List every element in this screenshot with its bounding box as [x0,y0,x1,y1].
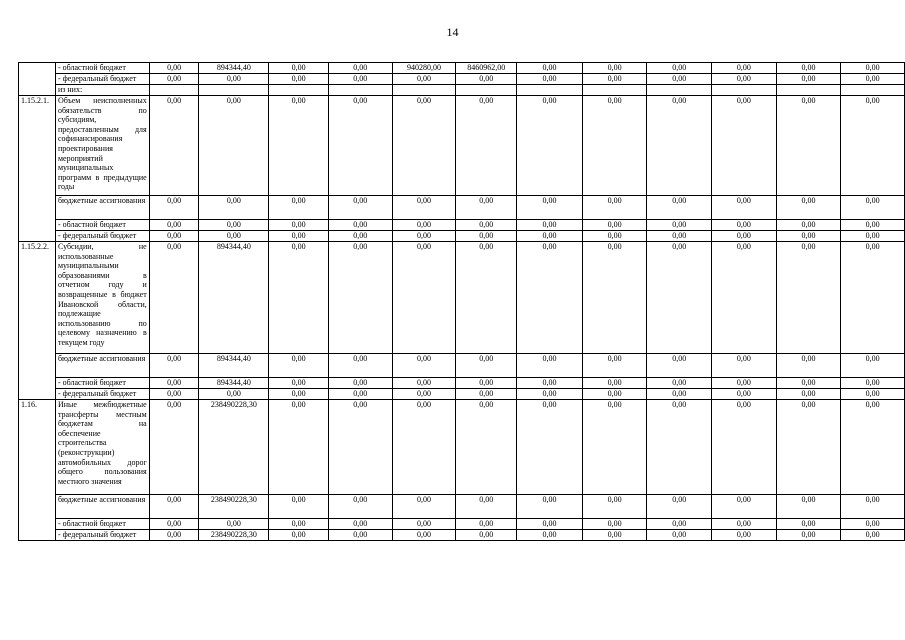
value-cell: 0,00 [456,519,517,530]
table-row [19,530,905,541]
value-cell: 0,00 [392,74,456,85]
value-cell: 0,00 [841,231,905,242]
value-cell [456,85,517,96]
value-cell: 0,00 [328,74,392,85]
value-cell: 940280,00 [392,63,456,74]
value-cell: 0,00 [269,519,329,530]
row-code [19,220,56,231]
value-cell: 0,00 [456,354,517,378]
table-body [19,63,905,541]
value-cell [199,85,269,96]
row-code [19,231,56,242]
value-cell: 0,00 [149,196,199,220]
value-cell: 0,00 [647,530,712,541]
row-code [19,354,56,378]
value-cell: 0,00 [517,530,583,541]
value-cell: 0,00 [392,400,456,495]
row-code [19,378,56,389]
value-cell: 0,00 [517,220,583,231]
value-cell: 0,00 [712,400,777,495]
value-cell: 0,00 [269,495,329,519]
value-cell: 0,00 [149,495,199,519]
row-name: - федеральный бюджет [55,530,149,541]
value-cell: 0,00 [582,389,647,400]
value-cell: 0,00 [712,530,777,541]
table-row [19,231,905,242]
value-cell: 0,00 [647,378,712,389]
value-cell: 0,00 [328,196,392,220]
table-row [19,389,905,400]
row-name: бюджетные ассигнования [55,354,149,378]
value-cell: 0,00 [582,354,647,378]
value-cell: 0,00 [328,400,392,495]
value-cell: 0,00 [328,354,392,378]
value-cell: 0,00 [269,63,329,74]
row-code: 1.15.2.2. [19,242,56,354]
table-row [19,96,905,196]
value-cell: 0,00 [582,519,647,530]
value-cell: 894344,40 [199,354,269,378]
value-cell: 0,00 [199,519,269,530]
value-cell: 0,00 [647,242,712,354]
row-code: 1.16. [19,400,56,495]
row-name: - областной бюджет [55,63,149,74]
value-cell: 0,00 [841,63,905,74]
row-code [19,530,56,541]
value-cell: 0,00 [647,196,712,220]
value-cell: 0,00 [517,242,583,354]
row-name: из них: [55,85,149,96]
value-cell: 0,00 [647,389,712,400]
value-cell: 0,00 [328,63,392,74]
value-cell: 0,00 [269,242,329,354]
value-cell: 0,00 [456,96,517,196]
value-cell: 0,00 [328,378,392,389]
value-cell: 0,00 [328,519,392,530]
value-cell: 0,00 [199,74,269,85]
value-cell: 0,00 [517,495,583,519]
value-cell: 0,00 [456,74,517,85]
value-cell: 0,00 [456,220,517,231]
value-cell: 0,00 [517,63,583,74]
value-cell: 0,00 [456,378,517,389]
budget-table [18,62,905,541]
value-cell: 0,00 [841,96,905,196]
value-cell: 0,00 [776,74,841,85]
table-row [19,242,905,354]
value-cell: 0,00 [392,495,456,519]
value-cell: 0,00 [149,389,199,400]
value-cell: 894344,40 [199,63,269,74]
value-cell: 0,00 [328,530,392,541]
value-cell: 0,00 [712,378,777,389]
value-cell: 0,00 [392,231,456,242]
table-row [19,519,905,530]
value-cell [392,85,456,96]
value-cell: 0,00 [712,220,777,231]
value-cell: 0,00 [582,220,647,231]
value-cell: 0,00 [328,495,392,519]
value-cell: 0,00 [517,231,583,242]
value-cell: 0,00 [776,196,841,220]
value-cell: 0,00 [199,231,269,242]
value-cell: 0,00 [149,63,199,74]
value-cell: 0,00 [582,242,647,354]
value-cell: 0,00 [582,530,647,541]
value-cell: 0,00 [456,231,517,242]
value-cell [269,85,329,96]
value-cell: 0,00 [582,378,647,389]
value-cell: 0,00 [647,354,712,378]
value-cell: 0,00 [776,231,841,242]
row-code [19,495,56,519]
value-cell: 0,00 [776,519,841,530]
row-code [19,63,56,74]
value-cell: 0,00 [647,220,712,231]
value-cell: 0,00 [392,196,456,220]
value-cell: 238490228,30 [199,400,269,495]
value-cell: 0,00 [712,196,777,220]
row-code [19,74,56,85]
value-cell: 0,00 [328,96,392,196]
table-row [19,378,905,389]
row-name: - областной бюджет [55,220,149,231]
table-row [19,74,905,85]
value-cell: 0,00 [456,196,517,220]
value-cell: 894344,40 [199,242,269,354]
value-cell [776,85,841,96]
value-cell: 0,00 [328,389,392,400]
value-cell: 0,00 [841,196,905,220]
value-cell: 0,00 [647,495,712,519]
value-cell: 0,00 [456,495,517,519]
value-cell: 0,00 [269,530,329,541]
value-cell: 0,00 [582,63,647,74]
value-cell: 0,00 [647,519,712,530]
value-cell: 0,00 [647,231,712,242]
value-cell: 0,00 [269,354,329,378]
row-name: - федеральный бюджет [55,231,149,242]
value-cell: 0,00 [199,96,269,196]
row-name: бюджетные ассигнования [55,196,149,220]
value-cell: 0,00 [776,378,841,389]
value-cell: 0,00 [149,378,199,389]
row-name: бюджетные ассигнования [55,495,149,519]
value-cell: 0,00 [712,519,777,530]
value-cell: 0,00 [582,74,647,85]
value-cell: 0,00 [149,519,199,530]
value-cell: 0,00 [582,495,647,519]
value-cell: 0,00 [149,400,199,495]
value-cell [712,85,777,96]
value-cell: 0,00 [712,74,777,85]
value-cell: 0,00 [328,220,392,231]
value-cell: 0,00 [517,389,583,400]
value-cell: 0,00 [149,231,199,242]
table-row [19,354,905,378]
page-number: 14 [446,25,459,39]
value-cell: 0,00 [269,378,329,389]
value-cell: 0,00 [149,74,199,85]
value-cell [647,85,712,96]
table-row [19,85,905,96]
value-cell: 238490228,30 [199,530,269,541]
value-cell: 0,00 [517,519,583,530]
value-cell [328,85,392,96]
value-cell: 8460962,00 [456,63,517,74]
value-cell: 0,00 [328,231,392,242]
table-row [19,196,905,220]
value-cell: 0,00 [456,242,517,354]
row-name: Иные межбюджетные трансферты местным бюджетам на обеспечение строительства (реконструкции) автомобильных дорог общего пользования местного значения [55,400,149,495]
value-cell: 0,00 [776,400,841,495]
value-cell: 0,00 [392,96,456,196]
value-cell: 0,00 [149,220,199,231]
value-cell: 0,00 [841,389,905,400]
value-cell: 0,00 [517,96,583,196]
value-cell: 0,00 [776,96,841,196]
value-cell: 0,00 [647,400,712,495]
row-code [19,196,56,220]
value-cell: 0,00 [712,242,777,354]
value-cell: 0,00 [269,74,329,85]
value-cell: 0,00 [269,96,329,196]
value-cell: 0,00 [517,74,583,85]
value-cell: 0,00 [392,242,456,354]
value-cell: 0,00 [712,96,777,196]
value-cell: 0,00 [841,400,905,495]
value-cell: 0,00 [776,389,841,400]
value-cell: 0,00 [392,389,456,400]
row-name: - областной бюджет [55,519,149,530]
row-name: Субсидии, не использованные муниципальными образованиями в отчетном году и возвращенные в бюджет Ивановской области, подлежащие использованию по целевому назначению в текущем году [55,242,149,354]
value-cell: 0,00 [392,354,456,378]
value-cell: 0,00 [517,196,583,220]
value-cell: 0,00 [712,354,777,378]
table-row [19,63,905,74]
value-cell [517,85,583,96]
value-cell: 0,00 [776,530,841,541]
value-cell [149,85,199,96]
value-cell: 0,00 [582,231,647,242]
value-cell: 0,00 [841,519,905,530]
value-cell: 238490228,30 [199,495,269,519]
value-cell: 0,00 [647,74,712,85]
value-cell: 0,00 [841,220,905,231]
value-cell [841,85,905,96]
value-cell: 0,00 [149,242,199,354]
value-cell: 0,00 [199,196,269,220]
value-cell: 0,00 [841,495,905,519]
row-name: - федеральный бюджет [55,389,149,400]
value-cell: 0,00 [392,519,456,530]
value-cell: 0,00 [392,530,456,541]
value-cell: 0,00 [776,354,841,378]
value-cell: 0,00 [712,389,777,400]
value-cell: 0,00 [647,63,712,74]
value-cell: 0,00 [712,495,777,519]
value-cell: 0,00 [456,400,517,495]
value-cell: 0,00 [582,96,647,196]
value-cell: 0,00 [269,196,329,220]
table-row [19,220,905,231]
value-cell: 0,00 [328,242,392,354]
value-cell: 0,00 [517,400,583,495]
value-cell: 0,00 [456,530,517,541]
row-code [19,389,56,400]
value-cell: 0,00 [776,220,841,231]
value-cell: 0,00 [841,530,905,541]
table-row [19,495,905,519]
value-cell: 0,00 [582,400,647,495]
value-cell: 0,00 [712,231,777,242]
row-name: - федеральный бюджет [55,74,149,85]
row-code: 1.15.2.1. [19,96,56,196]
value-cell: 0,00 [149,96,199,196]
value-cell: 894344,40 [199,378,269,389]
value-cell: 0,00 [517,378,583,389]
value-cell: 0,00 [269,220,329,231]
value-cell: 0,00 [199,389,269,400]
value-cell: 0,00 [149,354,199,378]
value-cell: 0,00 [269,231,329,242]
value-cell: 0,00 [149,530,199,541]
value-cell: 0,00 [456,389,517,400]
table-row [19,400,905,495]
value-cell: 0,00 [712,63,777,74]
value-cell [582,85,647,96]
row-code [19,85,56,96]
value-cell: 0,00 [776,63,841,74]
value-cell: 0,00 [392,378,456,389]
row-code [19,519,56,530]
value-cell: 0,00 [199,220,269,231]
value-cell: 0,00 [269,389,329,400]
row-name: Объем неисполненных обязательств по субсидиям, предоставленным для софинансирования проектирования мероприятий муниципальных программ в предыдущие годы [55,96,149,196]
value-cell: 0,00 [776,495,841,519]
value-cell: 0,00 [517,354,583,378]
value-cell: 0,00 [841,378,905,389]
value-cell: 0,00 [776,242,841,354]
value-cell: 0,00 [841,242,905,354]
value-cell: 0,00 [841,354,905,378]
value-cell: 0,00 [269,400,329,495]
row-name: - областной бюджет [55,378,149,389]
value-cell: 0,00 [841,74,905,85]
value-cell: 0,00 [392,220,456,231]
value-cell: 0,00 [582,196,647,220]
value-cell: 0,00 [647,96,712,196]
